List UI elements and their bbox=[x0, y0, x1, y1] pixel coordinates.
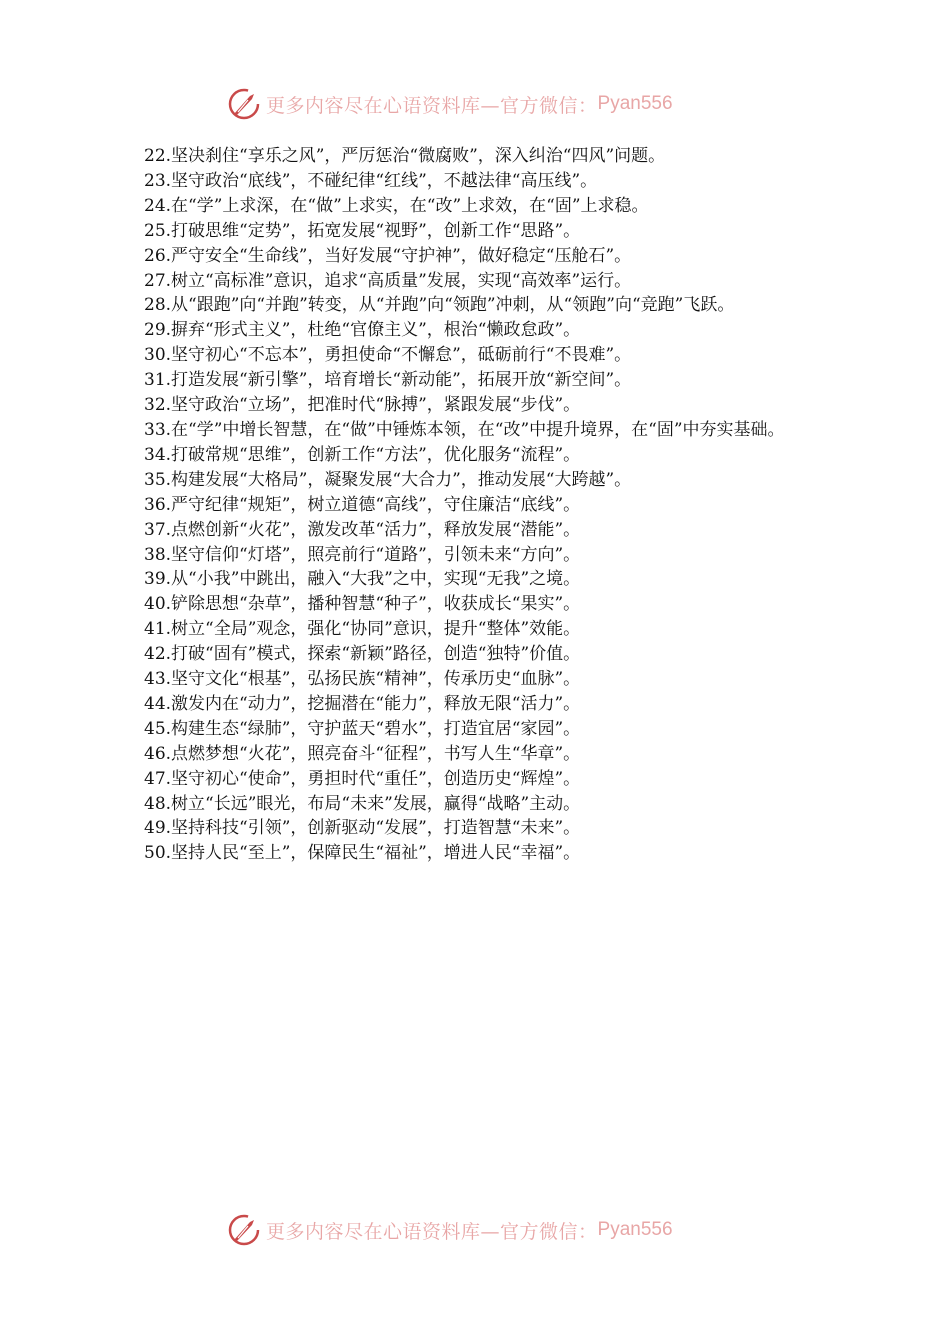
list-item: 26.严守安全“生命线”，当好发展“守护神”，做好稳定“压舱石”。 bbox=[144, 245, 632, 266]
watermark-text: 更多内容尽在心语资料库—官方微信： bbox=[266, 94, 598, 117]
quill-logo-icon bbox=[226, 1212, 262, 1248]
list-item: 39.从“小我”中跳出，融入“大我”之中，实现“无我”之境。 bbox=[144, 569, 581, 590]
list-item: 36.严守纪律“规矩”，树立道德“高线”，守住廉洁“底线”。 bbox=[144, 494, 581, 515]
list-item: 44.激发内在“动力”，挖掘潜在“能力”，释放无限“活力”。 bbox=[144, 693, 581, 714]
list-item: 30.坚守初心“不忘本”，勇担使命“不懈怠”，砥砺前行“不畏难”。 bbox=[144, 345, 632, 366]
list-item: 32.坚守政治“立场”，把准时代“脉搏”，紧跟发展“步伐”。 bbox=[144, 395, 581, 416]
list-item: 33.在“学”中增长智慧，在“做”中锤炼本领，在“改”中提升境界，在“固”中夯实基础。 bbox=[144, 419, 785, 440]
list-item: 37.点燃创新“火花”，激发改革“活力”，释放发展“潜能”。 bbox=[144, 519, 581, 540]
watermark-header bbox=[226, 84, 673, 124]
list-item: 23.坚守政治“底线”，不碰纪律“红线”，不越法律“高压线”。 bbox=[144, 170, 598, 191]
list-item: 48.树立“长远”眼光，布局“未来”发展，赢得“战略”主动。 bbox=[144, 793, 581, 814]
list-item: 38.坚守信仰“灯塔”，照亮前行“道路”，引领未来“方向”。 bbox=[144, 544, 581, 565]
list-item: 25.打破思维“定势”，拓宽发展“视野”，创新工作“思路”。 bbox=[144, 220, 581, 241]
list-item: 34.打破常规“思维”，创新工作“方法”，优化服务“流程”。 bbox=[144, 444, 581, 465]
list-item: 22.坚决刹住“享乐之风”，严厉惩治“微腐败”，深入纠治“四风”问题。 bbox=[144, 146, 666, 166]
list-item: 42.打破“固有”模式，探索“新颖”路径，创造“独特”价值。 bbox=[144, 644, 581, 665]
list-item: 24.在“学”上求深，在“做”上求实，在“改”上求效，在“固”上求稳。 bbox=[144, 195, 649, 216]
list-item: 31.打造发展“新引擎”，培育增长“新动能”，拓展开放“新空间”。 bbox=[144, 370, 632, 391]
watermark-wechat-id: Pyan556 bbox=[597, 93, 673, 114]
watermark-footer bbox=[226, 1210, 673, 1250]
list-item: 49.坚持科技“引领”，创新驱动“发展”，打造智慧“未来”。 bbox=[144, 818, 581, 839]
list-item: 35.构建发展“大格局”，凝聚发展“大合力”，推动发展“大跨越”。 bbox=[144, 469, 632, 490]
list-item: 47.坚守初心“使命”，勇担时代“重任”，创造历史“辉煌”。 bbox=[144, 768, 581, 789]
document-body bbox=[144, 144, 812, 866]
watermark-wechat-id: Pyan556 bbox=[597, 1219, 673, 1240]
list-item: 28.从“跟跑”向“并跑”转变，从“并跑”向“领跑”冲刺，从“领跑”向“竞跑”飞跃。 bbox=[144, 295, 735, 316]
list-item: 29.摒弃“形式主义”，杜绝“官僚主义”，根治“懒政怠政”。 bbox=[144, 320, 581, 341]
list-item: 50.坚持人民“至上”，保障民生“福祉”，增进人民“幸福”。 bbox=[144, 843, 581, 864]
list-item: 43.坚守文化“根基”，弘扬民族“精神”，传承历史“血脉”。 bbox=[144, 669, 581, 690]
list-item: 40.铲除思想“杂草”，播种智慧“种子”，收获成长“果实”。 bbox=[144, 594, 581, 615]
list-item: 45.构建生态“绿肺”，守护蓝天“碧水”，打造宜居“家园”。 bbox=[144, 718, 581, 739]
quill-logo-icon bbox=[226, 86, 262, 122]
watermark-text: 更多内容尽在心语资料库—官方微信： bbox=[266, 1220, 598, 1243]
list-item: 41.树立“全局”观念，强化“协同”意识，提升“整体”效能。 bbox=[144, 619, 581, 640]
list-item: 27.树立“高标准”意识，追求“高质量”发展，实现“高效率”运行。 bbox=[144, 270, 632, 291]
list-item: 46.点燃梦想“火花”，照亮奋斗“征程”，书写人生“华章”。 bbox=[144, 743, 581, 764]
